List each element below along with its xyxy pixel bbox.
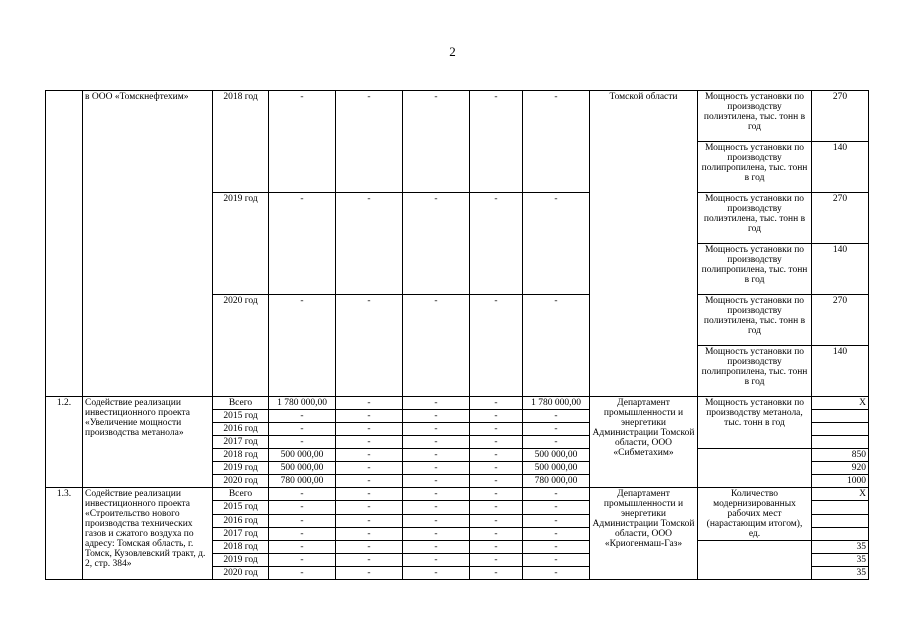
amount-cell: -	[403, 527, 470, 540]
amount-cell: -	[336, 514, 403, 527]
amount-cell: -	[523, 514, 590, 527]
amount-cell: -	[336, 475, 403, 488]
item-number: 1.2.	[46, 397, 83, 488]
amount-cell: -	[403, 554, 470, 567]
amount-cell: -	[470, 514, 523, 527]
amount-cell: -	[403, 436, 470, 449]
amount-cell: -	[470, 410, 523, 423]
amount-cell: -	[470, 475, 523, 488]
amount-cell: 780 000,00	[523, 475, 590, 488]
amount-cell: -	[470, 554, 523, 567]
amount-cell: -	[470, 488, 523, 501]
indicator-name: Мощность установки по производству полипропилена, тыс. тонн в год	[698, 346, 812, 397]
amount-cell: 500 000,00	[269, 449, 336, 462]
indicator-value: 1000	[812, 475, 869, 488]
amount-cell: -	[269, 541, 336, 554]
indicator-name: Мощность установки по производству полиэтилена, тыс. тонн в год	[698, 295, 812, 346]
indicator-value: 850	[812, 449, 869, 462]
amount-cell: -	[523, 295, 590, 397]
indicator-value: 35	[812, 541, 869, 554]
amount-cell: -	[523, 91, 590, 193]
amount-cell: -	[336, 462, 403, 475]
indicator-value	[812, 410, 869, 423]
amount-cell: -	[523, 423, 590, 436]
year-label: 2019 год	[213, 193, 269, 295]
amount-cell: -	[336, 91, 403, 193]
table-row	[46, 488, 869, 501]
executor: Томской области	[590, 91, 698, 397]
amount-cell: -	[269, 436, 336, 449]
amount-cell: 500 000,00	[269, 462, 336, 475]
amount-cell: -	[269, 514, 336, 527]
amount-cell: -	[269, 527, 336, 540]
indicator-value	[812, 501, 869, 514]
amount-cell: -	[470, 295, 523, 397]
amount-cell: -	[336, 295, 403, 397]
year-label: 2018 год	[213, 91, 269, 193]
amount-cell: 1 780 000,00	[523, 397, 590, 410]
amount-cell: -	[269, 488, 336, 501]
amount-cell: -	[403, 541, 470, 554]
amount-cell: -	[336, 397, 403, 410]
amount-cell: -	[336, 567, 403, 580]
indicator-value: 35	[812, 567, 869, 580]
amount-cell: -	[336, 193, 403, 295]
amount-cell: -	[403, 567, 470, 580]
indicator-value: 35	[812, 554, 869, 567]
amount-cell: -	[336, 423, 403, 436]
amount-cell: -	[269, 567, 336, 580]
indicator-value: 270	[812, 295, 869, 346]
indicator-name	[698, 449, 812, 488]
indicator-name: Мощность установки по производству полиэтилена, тыс. тонн в год	[698, 193, 812, 244]
amount-cell: -	[269, 501, 336, 514]
amount-cell: -	[403, 423, 470, 436]
table-body	[46, 91, 869, 580]
year-label: 2020 год	[213, 567, 269, 580]
amount-cell: -	[470, 436, 523, 449]
amount-cell: 500 000,00	[523, 462, 590, 475]
amount-cell: -	[470, 449, 523, 462]
indicator-value: Х	[812, 397, 869, 410]
amount-cell: -	[403, 514, 470, 527]
amount-cell: -	[403, 488, 470, 501]
amount-cell: -	[403, 295, 470, 397]
year-label: 2015 год	[213, 410, 269, 423]
year-label: 2017 год	[213, 527, 269, 540]
amount-cell: -	[523, 554, 590, 567]
amount-cell: -	[403, 91, 470, 193]
item-name: в ООО «Томскнефтехим»	[83, 91, 213, 397]
year-label: Всего	[213, 397, 269, 410]
amount-cell: -	[470, 91, 523, 193]
amount-cell: -	[523, 527, 590, 540]
amount-cell: -	[336, 410, 403, 423]
amount-cell: -	[403, 193, 470, 295]
amount-cell: 500 000,00	[523, 449, 590, 462]
amount-cell: -	[470, 462, 523, 475]
amount-cell: 1 780 000,00	[269, 397, 336, 410]
year-label: 2016 год	[213, 514, 269, 527]
indicator-name: Мощность установки по производству полипропилена, тыс. тонн в год	[698, 244, 812, 295]
item-number	[46, 91, 83, 397]
indicator-name: Мощность установки по производству метанола, тыс. тонн в год	[698, 397, 812, 449]
amount-cell: -	[336, 541, 403, 554]
amount-cell: -	[269, 91, 336, 193]
year-label: 2015 год	[213, 501, 269, 514]
amount-cell: -	[523, 501, 590, 514]
amount-cell: -	[336, 501, 403, 514]
executor: Департамент промышленности и энергетики Администрации Томской области, ООО «Сибметахим»	[590, 397, 698, 488]
indicator-value: 270	[812, 91, 869, 142]
indicator-name: Мощность установки по производству полиэтилена, тыс. тонн в год	[698, 91, 812, 142]
item-name: Содействие реализации инвестиционного проекта «Строительство нового производства технических газов и сжатого воздуха по адресу: Томская область, г. Томск, Кузовлевский тракт, д. 2, стр. 384»	[83, 488, 213, 580]
page-number: 2	[449, 44, 456, 59]
amount-cell: -	[336, 488, 403, 501]
year-label: 2020 год	[213, 475, 269, 488]
amount-cell: -	[269, 193, 336, 295]
table-row	[46, 397, 869, 410]
amount-cell: -	[470, 527, 523, 540]
amount-cell: -	[470, 397, 523, 410]
indicator-value	[812, 514, 869, 527]
year-label: 2016 год	[213, 423, 269, 436]
amount-cell: -	[336, 436, 403, 449]
indicator-name	[698, 541, 812, 580]
item-name: Содействие реализации инвестиционного проекта «Увеличение мощности производства метанола»	[83, 397, 213, 488]
year-label: 2018 год	[213, 541, 269, 554]
amount-cell: -	[470, 423, 523, 436]
item-number: 1.3.	[46, 488, 83, 580]
indicator-name: Мощность установки по производству полипропилена, тыс. тонн в год	[698, 142, 812, 193]
amount-cell: -	[523, 410, 590, 423]
indicator-value: 140	[812, 244, 869, 295]
amount-cell: -	[470, 541, 523, 554]
amount-cell: -	[269, 410, 336, 423]
year-label: 2019 год	[213, 462, 269, 475]
indicator-value: Х	[812, 488, 869, 501]
amount-cell: -	[336, 554, 403, 567]
amount-cell: -	[523, 488, 590, 501]
year-label: 2018 год	[213, 449, 269, 462]
indicator-value: 140	[812, 142, 869, 193]
year-label: 2017 год	[213, 436, 269, 449]
amount-cell: -	[470, 501, 523, 514]
amount-cell: -	[403, 449, 470, 462]
year-label: 2020 год	[213, 295, 269, 397]
indicator-value	[812, 527, 869, 540]
amount-cell: -	[470, 567, 523, 580]
amount-cell: -	[403, 410, 470, 423]
indicator-value	[812, 436, 869, 449]
amount-cell: -	[523, 541, 590, 554]
indicator-value: 140	[812, 346, 869, 397]
amount-cell: -	[403, 501, 470, 514]
amount-cell: -	[523, 193, 590, 295]
amount-cell: -	[269, 554, 336, 567]
year-label: Всего	[213, 488, 269, 501]
amount-cell: -	[336, 449, 403, 462]
amount-cell: -	[403, 462, 470, 475]
amount-cell: 780 000,00	[269, 475, 336, 488]
amount-cell: -	[269, 423, 336, 436]
indicator-value: 920	[812, 462, 869, 475]
indicator-value: 270	[812, 193, 869, 244]
amount-cell: -	[269, 295, 336, 397]
indicator-name: Количество модернизированных рабочих мест (нарастающим итогом), ед.	[698, 488, 812, 541]
table-row	[46, 91, 869, 142]
amount-cell: -	[523, 567, 590, 580]
amount-cell: -	[336, 527, 403, 540]
year-label: 2019 год	[213, 554, 269, 567]
indicator-value	[812, 423, 869, 436]
amount-cell: -	[403, 397, 470, 410]
amount-cell: -	[403, 475, 470, 488]
amount-cell: -	[470, 193, 523, 295]
amount-cell: -	[523, 436, 590, 449]
executor: Департамент промышленности и энергетики Администрации Томской области, ООО «Криогенмаш-Газ»	[590, 488, 698, 580]
program-table	[45, 90, 869, 580]
